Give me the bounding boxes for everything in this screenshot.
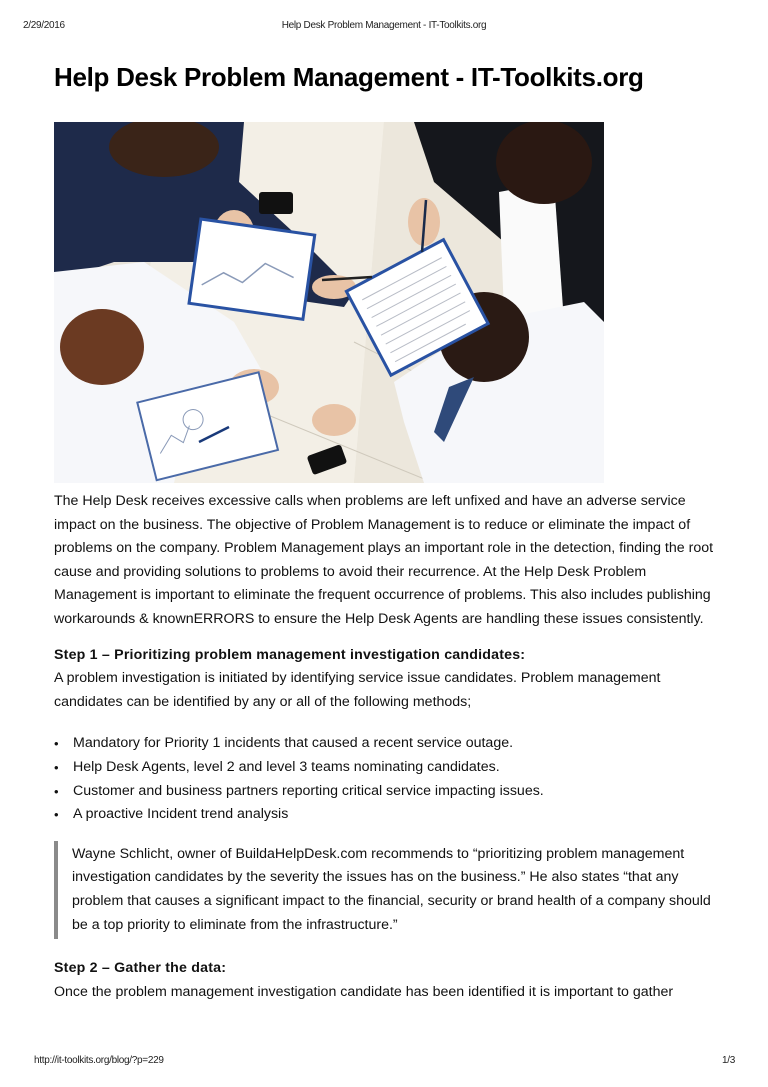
print-date: 2/29/2016 [23, 20, 65, 31]
step-2-body: Once the problem management investigation candidate has been identified it is important to gather [54, 983, 674, 1000]
photo-icon [54, 122, 604, 483]
list-item: • Help Desk Agents, level 2 and level 3 teams nominating candidates. [73, 756, 724, 780]
list-item: • Customer and business partners reporting critical service impacting issues. [73, 780, 724, 804]
article-title: Help Desk Problem Management - IT-Toolkits.org [54, 62, 644, 92]
step-2-heading: Step 2 – Gather the data: [54, 960, 227, 977]
intro-paragraph: The Help Desk receives excessive calls when problems are left unfixed and have an adverse service impact on the business. The objective of Problem Management is to reduce or eliminate the impact of problems on the company. Problem Management plays an important role in the detection, finding the root cause and providing solutions to problems to avoid their recurrence. At the Help Desk Problem Management is important to eliminate the frequent occurrence of problems. This also includes publishing workarounds & knownERRORS to ensure the Help Desk Agents are handling these issues consistently. [54, 493, 714, 627]
article-body [54, 490, 724, 1004]
print-page-title: Help Desk Problem Management - IT-Toolkits.org [281, 20, 487, 31]
list-item: • A proactive Incident trend analysis [73, 803, 724, 827]
page-number: 1/3 [721, 1055, 735, 1066]
list-item: • Mandatory for Priority 1 incidents that caused a recent service outage. [73, 732, 724, 756]
step-1-body: A problem investigation is initiated by identifying service issue candidates. Problem management candidates can be identified by any or all of the following methods; [54, 670, 661, 710]
step-1-heading: Step 1 – Prioritizing problem management investigation candidates: [54, 646, 526, 663]
hero-image [54, 122, 604, 483]
expert-quote: Wayne Schlicht, owner of BuildaHelpDesk.com recommends to “prioritizing problem management investigation candidates by the severity the issues has on the business.” He also states “that any problem that causes a significant impact to the financial, security or brand health of a company should be a top priority to eliminate from the infrastructure.” [54, 841, 712, 939]
candidate-methods-list [54, 732, 724, 826]
print-url: http://it-toolkits.org/blog/?p=229 [34, 1055, 164, 1066]
